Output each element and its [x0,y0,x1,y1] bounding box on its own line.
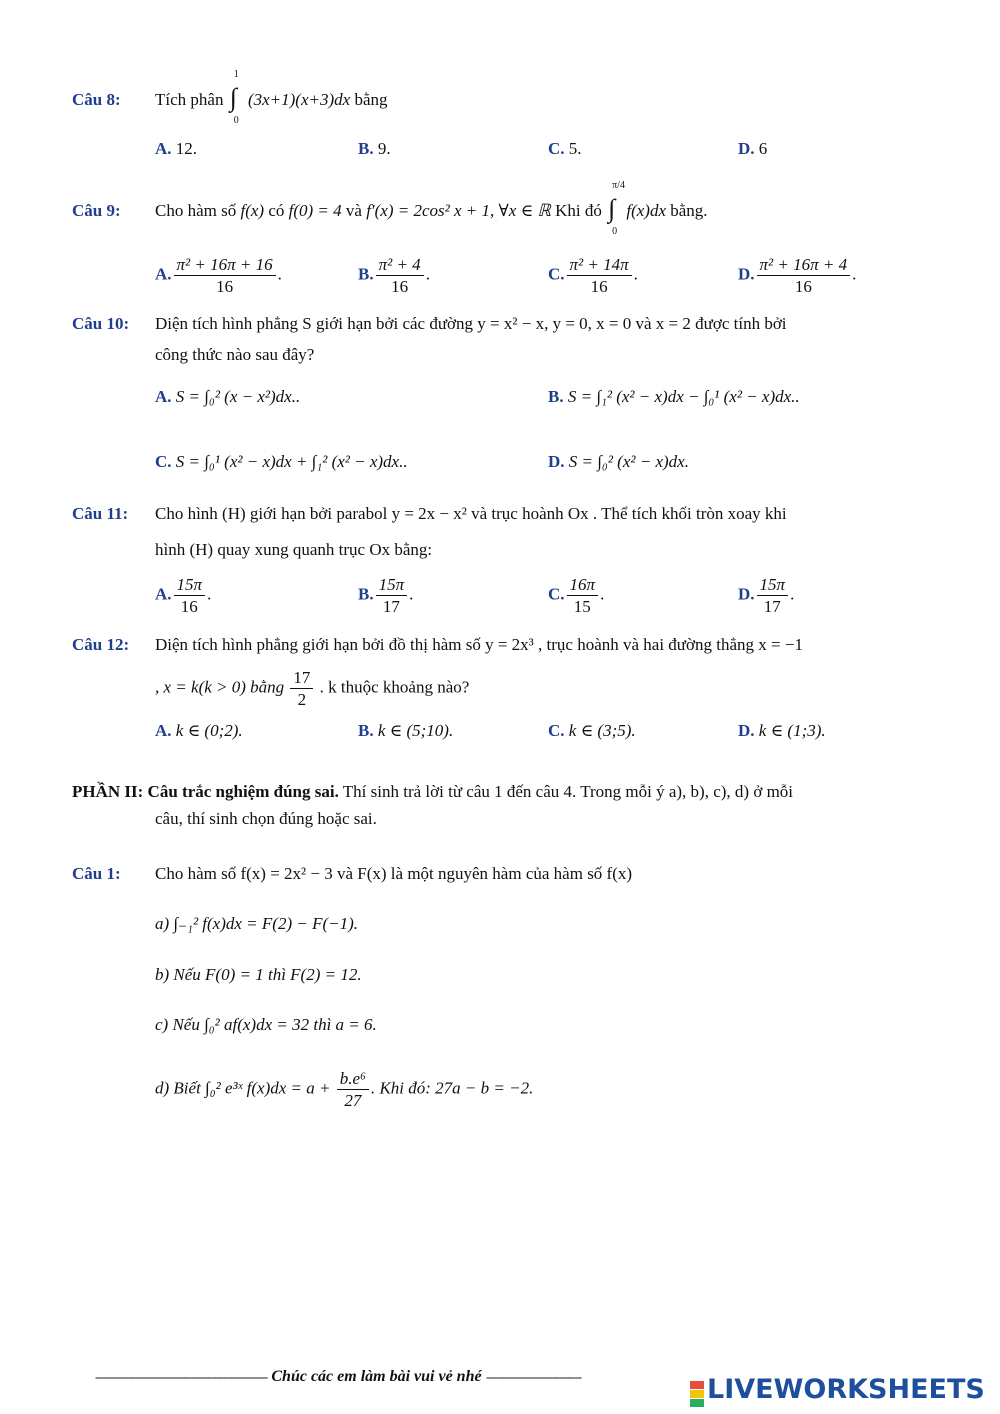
q11-label: Câu 11: [72,504,129,523]
q10-option-d[interactable]: D. S = ∫₀² (x² − x)dx. [548,452,689,471]
c1-statement-b[interactable]: b) Nếu F(0) = 1 thì F(2) = 12. [155,965,362,984]
q11-option-d[interactable]: D. $\frac{15\pi}{17}$ . [738,575,795,617]
logo-icon [690,1381,704,1407]
q11-option-a[interactable]: A. $\frac{15\pi}{16}$ . [155,575,212,617]
c1-statement-d[interactable]: d) Biết ∫₀² e³ˣ f(x)dx = a + $\frac{\text{b.e⁶}}{27}$ . Khi đó: 27a − b = −2. [155,1069,534,1111]
q10-option-b[interactable]: B. S = ∫₁² (x² − x)dx − ∫₀¹ (x² − x)dx.. [548,387,800,406]
q10-label: Câu 10: [72,314,130,333]
q12-line1: Diện tích hình phẳng giới hạn bởi đồ thị hàm số y = 2x³ , trục hoành và hai đường thẳng x = −1 [155,635,803,654]
q10-line1: Diện tích hình phẳng S giới hạn bởi các đường y = x² − x, y = 0, x = 0 và x = 2 được tính bởi [155,314,787,333]
q12-label: Câu 12: [72,635,130,654]
q9-option-d[interactable]: D. $\frac{\text{π² + 16π + 4}}{16}$ . [738,255,857,297]
q8-label: Câu 8: [72,90,121,109]
part2-heading-line2: câu, thí sinh chọn đúng hoặc sai. [155,809,377,828]
q11-line1: Cho hình (H) giới hạn bởi parabol y = 2x − x² và trục hoành Ox . Thể tích khối tròn xoay khi [155,504,787,523]
q8-option-b[interactable]: B. 9. [358,139,391,158]
q8-option-a[interactable]: A. 12. [155,139,198,158]
q8-option-c[interactable]: C. 5. [548,139,582,158]
c1-stem: Cho hàm số f(x) = 2x² − 3 và F(x) là một nguyên hàm của hàm số f(x) [155,864,633,883]
q10-option-c[interactable]: C. S = ∫₀¹ (x² − x)dx + ∫₁² (x² − x)dx.. [155,452,408,471]
q8-stem: Tích phân ∫ 1 0 (3x+1)(x+3)dx bằng [155,69,388,127]
integral-sign: ∫ 1 0 [229,69,239,127]
liveworksheets-logo: LIVEWORKSHEETS [690,1374,985,1407]
q11-option-c[interactable]: C. $\frac{16\pi}{15}$ . [548,575,605,617]
q12-option-d[interactable]: D. k ∈ (1;3). [738,721,826,740]
q12-option-c[interactable]: C. k ∈ (3;5). [548,721,636,740]
c1-statement-a[interactable]: a) ∫₋₁² f(x)dx = F(2) − F(−1). [155,914,359,933]
c1-statement-c[interactable]: c) Nếu ∫₀² af(x)dx = 32 thì a = 6. [155,1015,377,1034]
q8-option-d[interactable]: D. 6 [738,139,768,158]
part2-heading: PHẦN II: Câu trắc nghiệm đúng sai. Thí sinh trả lời từ câu 1 đến câu 4. Trong mỗi ý a), b), c), d) ở mỗi [72,782,794,801]
q9-label: Câu 9: [72,201,121,220]
q9-option-b[interactable]: B. $\frac{\text{π² + 4}}{16}$ . [358,255,430,297]
q12-option-b[interactable]: B. k ∈ (5;10). [358,721,454,740]
integral-sign: ∫ π/4 0 [608,180,625,238]
q11-option-b[interactable]: B. $\frac{15\pi}{17}$ . [358,575,414,617]
q11-line2: hình (H) quay xung quanh trục Ox bằng: [155,540,433,559]
footer-line: ----------------------------------------------- Chúc các em làm bài vui vẻ nhé -------------------------- [95,1368,582,1385]
q9-option-a[interactable]: A. $\frac{\text{π² + 16π + 16}}{16}$ . [155,255,282,297]
q10-option-a[interactable]: A. S = ∫₀² (x − x²)dx.. [155,387,301,406]
c1-label: Câu 1: [72,864,121,883]
q12-option-a[interactable]: A. k ∈ (0;2). [155,721,243,740]
q12-line2: , x = k(k > 0) bằng $\frac{17}{2}$ . k thuộc khoảng nào? [155,668,470,710]
q9-option-c[interactable]: C. $\frac{\text{π² + 14π}}{16}$ . [548,255,638,297]
q10-line2: công thức nào sau đây? [155,345,315,364]
q9-stem: Cho hàm số f(x) có f(0) = 4 và f′(x) = 2cos² x + 1, ∀x ∈ ℝ Khi đó ∫ π/4 0 f(x)dx bằng. [155,180,708,238]
